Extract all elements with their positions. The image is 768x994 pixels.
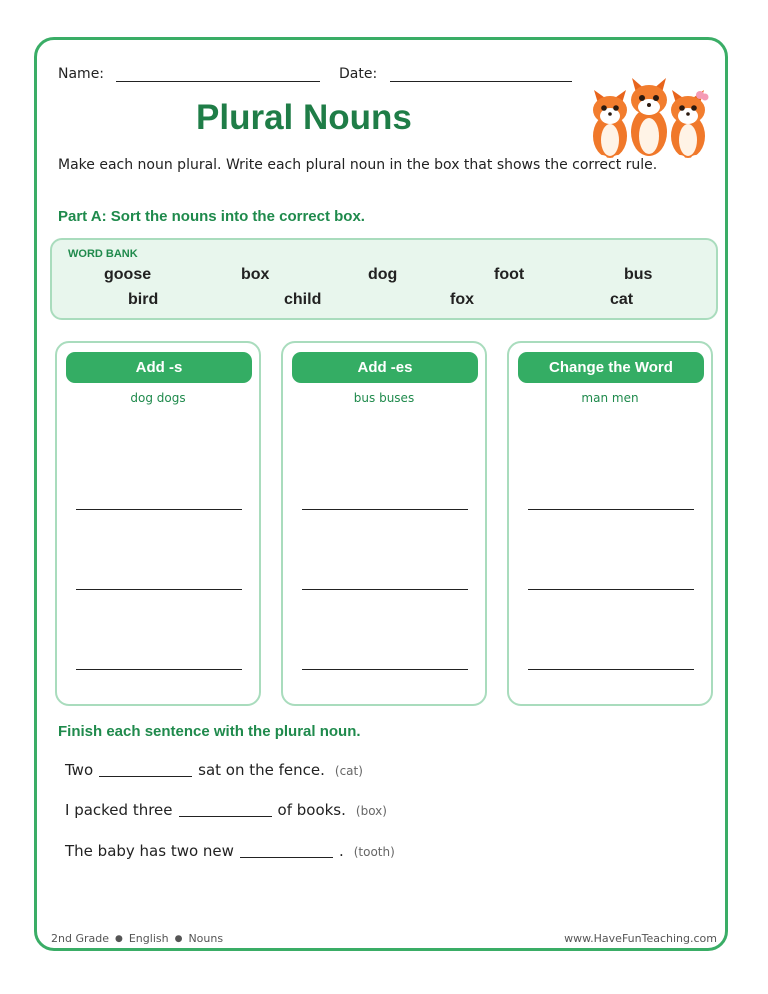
word-bank-word: cat [610,291,634,308]
date-label: Date: [339,66,378,82]
sentence-hint: (cat) [334,764,363,778]
sentence-start: The baby has two new [65,842,234,860]
sentence-hint: (box) [355,804,387,818]
footer-tags [51,932,223,945]
sentence-hint: (tooth) [353,845,395,859]
sentence-item [65,801,387,819]
date-field-row [339,66,572,82]
word-bank-word: dog [368,266,398,283]
part-b-heading: Finish each sentence with the plural noun. [58,723,361,740]
name-input-line[interactable] [116,81,320,82]
word-bank-word: fox [450,291,474,308]
sentence-item [65,842,395,860]
answer-line[interactable] [302,589,468,590]
sort-box-title: Change the Word [518,352,704,383]
sentence-blank[interactable] [240,857,333,858]
word-bank-word: bus [624,266,653,283]
answer-line[interactable] [528,669,694,670]
sentence-blank[interactable] [99,776,192,777]
footer-tag: English [128,932,169,945]
sentence-blank[interactable] [179,816,272,817]
sentence-start: Two [65,761,94,779]
answer-line[interactable] [528,509,694,510]
answer-line[interactable] [76,509,242,510]
footer-website: www.HaveFunTeaching.com [564,932,717,945]
fox-trio-illustration [584,70,714,162]
answer-line[interactable] [76,589,242,590]
sort-box-example: bus buses [353,391,415,405]
sort-box-example: man men [581,391,639,405]
answer-line[interactable] [302,669,468,670]
word-bank-word: bird [128,291,159,308]
part-a-heading: Part A: Sort the nouns into the correct box. [58,208,365,225]
sort-box-change-word [507,341,713,706]
instructions: Make each noun plural. Write each plural noun in the box that shows the correct rule. [58,157,658,173]
word-bank-word: child [284,291,322,308]
name-field-row [58,66,320,82]
word-bank-label: WORD BANK [68,248,138,260]
sentence-end: sat on the fence. [198,761,325,779]
sort-box-title: Add -es [292,352,478,383]
sentence-start: I packed three [65,801,173,819]
answer-line[interactable] [76,669,242,670]
sentence-end: . [338,842,344,860]
answer-line[interactable] [528,589,694,590]
bullet-icon: ● [174,934,183,944]
sort-box-title: Add -s [66,352,252,383]
answer-line[interactable] [302,509,468,510]
word-bank-word: goose [104,266,152,283]
footer-tag: Nouns [188,932,224,945]
name-label: Name: [58,66,105,82]
bullet-icon: ● [115,934,123,944]
sort-box-add-s [55,341,261,706]
footer-tag: 2nd Grade [51,932,109,945]
sentence-end: of books. [277,801,346,819]
word-bank-word: box [241,266,270,283]
word-bank-word: foot [494,266,525,283]
sort-box-example: dog dogs [130,391,186,405]
date-input-line[interactable] [390,81,572,82]
sentence-item [65,761,363,779]
sort-box-add-es [281,341,487,706]
word-bank [50,238,718,320]
page-title: Plural Nouns [196,98,412,137]
